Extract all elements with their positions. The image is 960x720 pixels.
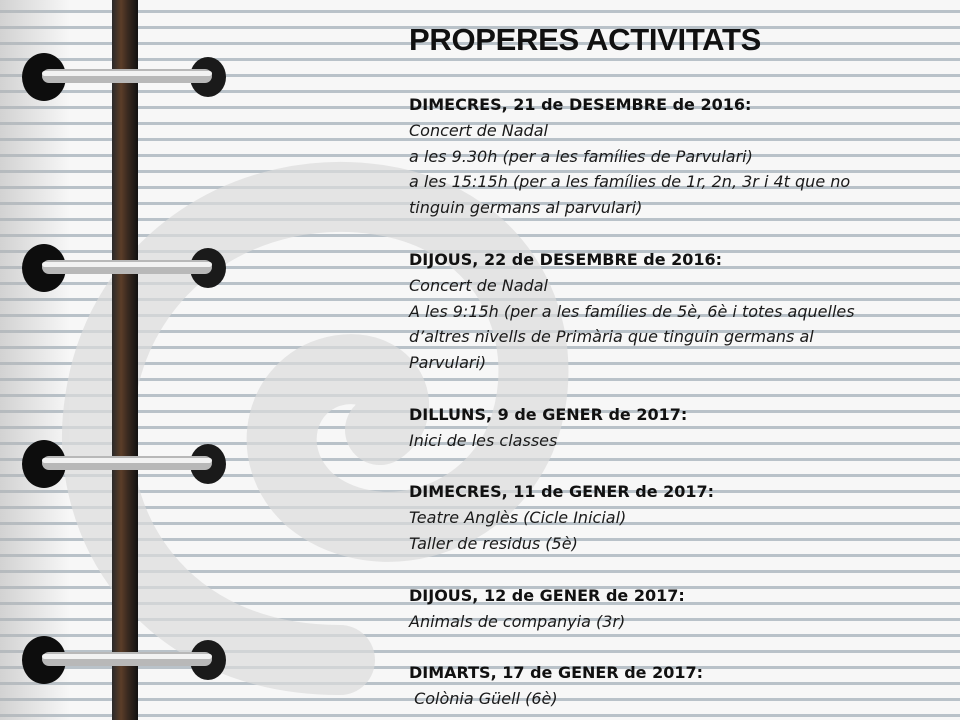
- spiral-ring-icon: [14, 236, 232, 300]
- event-date: DIMECRES, 21 de DESEMBRE de 2016:: [409, 95, 752, 114]
- event-block: [409, 583, 919, 635]
- event-detail: Teatre Anglès (Cicle Inicial): [409, 508, 627, 528]
- event-detail: A les 9:15h (per a les famílies de 5è, 6è i totes aquelles: [409, 301, 855, 321]
- event-date: DIJOUS, 12 de GENER de 2017:: [409, 585, 685, 605]
- event-detail: Taller de residus (5è): [409, 534, 578, 554]
- event-detail: Inici de les classes: [409, 430, 558, 450]
- event-date: DIMECRES, 11 de GENER de 2017:: [409, 482, 715, 502]
- spiral-ring-icon: [14, 432, 232, 496]
- event-detail: Concert de Nadal: [409, 121, 548, 140]
- event-date: DILLUNS, 9 de GENER de 2017:: [409, 404, 688, 424]
- event-detail: tinguin germans al parvulari): [409, 198, 643, 218]
- event-detail: Concert de Nadal: [409, 275, 548, 295]
- event-detail: a les 9.30h (per a les famílies de Parvulari): [409, 146, 753, 166]
- event-detail: Colònia Güell (6è): [409, 689, 558, 709]
- page-title: PROPERES ACTIVITATS: [409, 22, 761, 57]
- activities-content: [409, 20, 919, 712]
- spiral-ring-icon: [14, 45, 232, 109]
- event-date: DIJOUS, 22 de DESEMBRE de 2016:: [409, 249, 723, 269]
- event-block: [409, 660, 919, 712]
- event-block: [409, 479, 919, 556]
- event-block: [409, 402, 919, 454]
- event-block: [409, 247, 919, 376]
- event-detail: a les 15:15h (per a les famílies de 1r, 2n, 3r i 4t que no: [409, 172, 851, 192]
- event-detail: Animals de companyia (3r): [409, 611, 626, 631]
- event-detail: Parvulari): [409, 352, 487, 372]
- event-detail: d’altres nivells de Primària que tinguin germans al: [409, 327, 814, 347]
- event-date: DIMARTS, 17 de GENER de 2017:: [409, 663, 704, 683]
- spiral-ring-icon: [14, 628, 232, 692]
- event-block: [409, 92, 919, 221]
